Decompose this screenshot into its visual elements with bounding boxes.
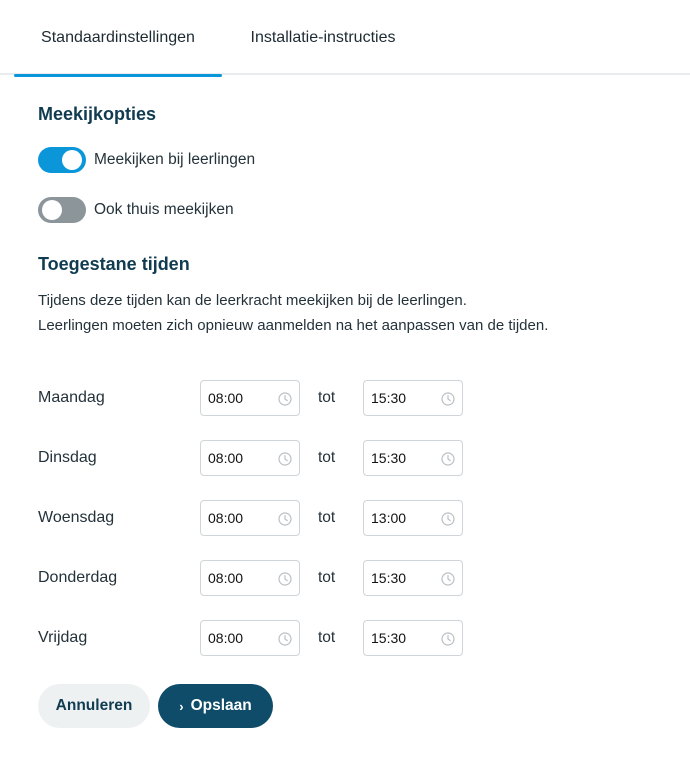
clock-icon (441, 392, 455, 406)
tot-separator: tot (318, 569, 336, 586)
time-value: 15:30 (371, 390, 407, 406)
clock-icon (278, 512, 292, 526)
toggle-label: Ook thuis meekijken (94, 201, 234, 218)
to-time-input[interactable] (363, 620, 463, 656)
tab-label: Installatie-instructies (250, 28, 396, 46)
section-heading-toegestane-tijden: Toegestane tijden (38, 254, 190, 274)
time-value: 15:30 (371, 450, 407, 466)
clock-icon (441, 512, 455, 526)
active-tab-indicator (14, 74, 222, 77)
from-time-input[interactable] (200, 620, 300, 656)
tot-separator: tot (318, 389, 336, 406)
thuis-meekijken-toggle[interactable] (38, 197, 86, 223)
description-line: Leerlingen moeten zich opnieuw aanmelden na het aanpassen van de tijden. (38, 317, 549, 334)
time-value: 15:30 (371, 570, 407, 586)
clock-icon (441, 452, 455, 466)
toggle-row-meekijken (38, 147, 255, 173)
time-value: 08:00 (208, 570, 244, 586)
time-value: 08:00 (208, 630, 244, 646)
time-value: 13:00 (371, 510, 407, 526)
time-value: 15:30 (371, 630, 407, 646)
to-time-input[interactable] (363, 500, 463, 536)
clock-icon (441, 572, 455, 586)
clock-icon (278, 632, 292, 646)
from-time-input[interactable] (200, 440, 300, 476)
day-label: Dinsdag (38, 449, 97, 466)
day-row-vrijdag (38, 620, 478, 656)
day-row-woensdag (38, 500, 478, 536)
tab-installatie-instructies[interactable] (228, 0, 418, 75)
time-value: 08:00 (208, 510, 244, 526)
from-time-input[interactable] (200, 560, 300, 596)
cancel-button[interactable]: Annuleren (38, 684, 150, 728)
tab-label: Standaardinstellingen (41, 28, 195, 46)
to-time-input[interactable] (363, 440, 463, 476)
time-value: 08:00 (208, 390, 244, 406)
day-row-dinsdag (38, 440, 478, 476)
clock-icon (278, 452, 292, 466)
to-time-input[interactable] (363, 380, 463, 416)
toggle-knob (62, 150, 82, 170)
toggle-row-thuis (38, 197, 234, 223)
clock-icon (441, 632, 455, 646)
toggle-knob (42, 200, 62, 220)
tot-separator: tot (318, 509, 336, 526)
times-description (38, 288, 548, 338)
day-row-donderdag (38, 560, 478, 596)
chevron-right-icon: › (179, 698, 184, 714)
from-time-input[interactable] (200, 380, 300, 416)
time-value: 08:00 (208, 450, 244, 466)
tab-standaardinstellingen[interactable] (14, 0, 222, 75)
tot-separator: tot (318, 629, 336, 646)
day-row-maandag (38, 380, 478, 416)
description-line: Tijdens deze tijden kan de leerkracht meekijken bij de leerlingen. (38, 292, 467, 309)
save-button[interactable] (158, 684, 273, 728)
meekijken-toggle[interactable] (38, 147, 86, 173)
tot-separator: tot (318, 449, 336, 466)
from-time-input[interactable] (200, 500, 300, 536)
toggle-label: Meekijken bij leerlingen (94, 151, 256, 168)
clock-icon (278, 572, 292, 586)
save-button-label: Opslaan (190, 697, 252, 714)
clock-icon (278, 392, 292, 406)
tab-bar (0, 0, 690, 75)
day-label: Donderdag (38, 569, 118, 586)
day-label: Maandag (38, 389, 105, 406)
to-time-input[interactable] (363, 560, 463, 596)
section-heading-meekijkopties: Meekijkopties (38, 104, 157, 124)
day-label: Vrijdag (38, 629, 88, 646)
day-label: Woensdag (38, 509, 115, 526)
